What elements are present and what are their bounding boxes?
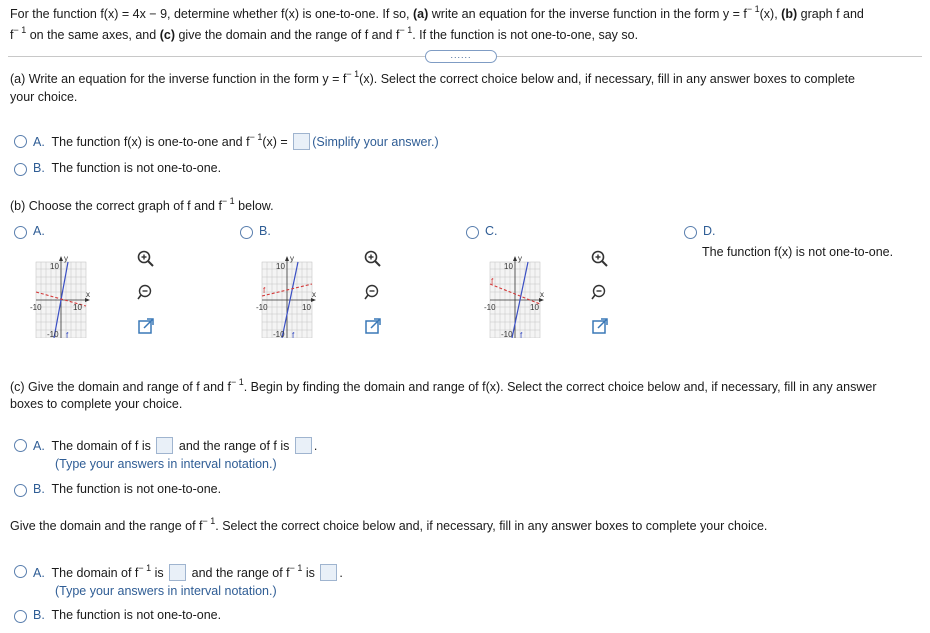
range-f-answer-box[interactable] xyxy=(295,437,312,454)
part-a-option-b: B. The function is not one-to-one. xyxy=(33,161,222,175)
part-c-option-b: B. The function is not one-to-one. xyxy=(33,482,222,496)
x-label: x xyxy=(86,290,90,299)
tick-left: -10 xyxy=(256,303,268,312)
graph-option-c[interactable] xyxy=(484,256,544,338)
question-text-line2: $f^{- 1}$ on the same axes, and (c) give the domain and the range of f and $f^{- 1}$. If the function is not one-to-one, say so. xyxy=(10,25,639,42)
domain-finv-answer-box[interactable] xyxy=(169,564,186,581)
open-external-icon[interactable] xyxy=(590,316,610,336)
zoom-in-icon[interactable] xyxy=(590,249,610,269)
graph-option-b[interactable] xyxy=(256,256,316,338)
finv-label: f xyxy=(263,286,266,295)
show-more-button[interactable]: ...... xyxy=(425,50,497,63)
part-c-inverse-option-a: A. The domain of $f^{- 1}$ is and the range of $f^{- 1}$ is . xyxy=(33,563,343,580)
part-c-option-a-radio[interactable] xyxy=(14,439,27,452)
y-label: y xyxy=(518,256,522,263)
y-label: y xyxy=(64,256,68,263)
part-b-prompt: (b) Choose the correct graph of f and $f^{- 1}$ below. xyxy=(10,196,274,213)
tick-right: 10 xyxy=(73,303,82,312)
part-b-option-b-radio[interactable] xyxy=(240,226,253,239)
option-letter: A. xyxy=(33,135,45,149)
part-b-option-a-radio[interactable] xyxy=(14,226,27,239)
zoom-in-icon[interactable] xyxy=(136,249,156,269)
part-c-prompt: (c) Give the domain and range of f and $f^{- 1}$. Begin by finding the domain and range of f(x). Select the correct choice below and, if necessary, fill in any answer xyxy=(10,377,877,394)
y-label: y xyxy=(290,256,294,263)
f-label: f xyxy=(66,331,69,338)
simplify-hint: (Simplify your answer.) xyxy=(312,135,439,149)
x-label: x xyxy=(540,290,544,299)
open-external-icon[interactable] xyxy=(363,316,383,336)
part-b-option-c-radio[interactable] xyxy=(466,226,479,239)
zoom-out-icon[interactable] xyxy=(363,283,383,303)
part-b-option-d-text: The function f(x) is not one-to-one. xyxy=(702,245,894,259)
graph-option-a[interactable] xyxy=(30,256,90,338)
part-c-inverse-prompt: Give the domain and the range of $f^{- 1}$. Select the correct choice below and, if necessary, fill in any answer boxes to complete your choice. xyxy=(10,516,768,533)
part-b-option-d-letter: D. xyxy=(703,224,716,238)
domain-f-answer-box[interactable] xyxy=(156,437,173,454)
zoom-out-icon[interactable] xyxy=(590,283,610,303)
zoom-in-icon[interactable] xyxy=(363,249,383,269)
part-a-prompt-cont: your choice. xyxy=(10,90,78,104)
part-a-prompt: (a) Write an equation for the inverse function in the form $y = f^{- 1}(x)$. Select the correct choice below and, if necessary, fill in any answer boxes to complete xyxy=(10,69,856,86)
question-text-line1: For the function f(x) = 4x − 9, determine whether f(x) is one-to-one. If so, (a) write an equation for the inverse function in the form $y = f^{- 1}(x)$, (b) graph f and xyxy=(10,4,864,21)
tick-top: 10 xyxy=(50,262,59,271)
part-c-inverse-option-b-radio[interactable] xyxy=(14,610,27,623)
part-c-prompt-cont: boxes to complete your choice. xyxy=(10,397,183,411)
tick-bottom: -10 xyxy=(501,330,513,338)
tick-top: 10 xyxy=(276,262,285,271)
part-c-inverse-option-a-hint: (Type your answers in interval notation.) xyxy=(55,584,277,598)
f-label: f xyxy=(520,331,523,338)
zoom-out-icon[interactable] xyxy=(136,283,156,303)
tick-left: -10 xyxy=(484,303,496,312)
part-c-option-b-radio[interactable] xyxy=(14,484,27,497)
part-c-inverse-option-b: B. The function is not one-to-one. xyxy=(33,608,222,622)
part-b-option-d-radio[interactable] xyxy=(684,226,697,239)
part-b-option-a-letter: A. xyxy=(33,224,45,238)
tick-top: 10 xyxy=(504,262,513,271)
open-external-icon[interactable] xyxy=(136,316,156,336)
part-c-option-a: A. The domain of f is and the range of f is . xyxy=(33,439,318,453)
range-finv-answer-box[interactable] xyxy=(320,564,337,581)
inverse-equation-answer-box[interactable] xyxy=(293,133,310,150)
part-b-option-c-letter: C. xyxy=(485,224,498,238)
part-b-option-b-letter: B. xyxy=(259,224,271,238)
part-c-option-a-hint: (Type your answers in interval notation.) xyxy=(55,457,277,471)
tick-left: -10 xyxy=(30,303,42,312)
tick-bottom: -10 xyxy=(273,330,285,338)
f-label: f xyxy=(292,331,295,338)
part-a-option-a-radio[interactable] xyxy=(14,135,27,148)
tick-bottom: -10 xyxy=(47,330,59,338)
part-a-option-b-radio[interactable] xyxy=(14,163,27,176)
tick-right: 10 xyxy=(530,303,539,312)
part-c-inverse-option-a-radio[interactable] xyxy=(14,565,27,578)
part-a-option-a: A. The function f(x) is one-to-one and $f^{- 1}(x)$ = (Simplify your answer.) xyxy=(33,132,439,149)
finv-label: f xyxy=(491,277,494,286)
tick-right: 10 xyxy=(302,303,311,312)
x-label: x xyxy=(312,290,316,299)
